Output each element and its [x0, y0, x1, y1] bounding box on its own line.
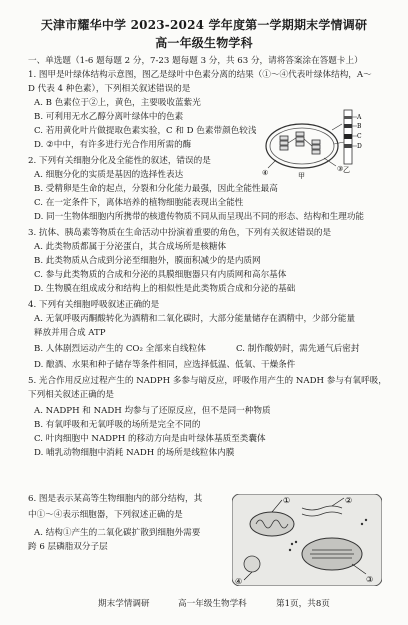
pigment-band-d [344, 144, 352, 148]
footer-page-number: 第1页，共8页 [276, 599, 330, 609]
q4-option-d: D. 酿酒、水果和种子储存等条件相同，应选择低温、低氧、干燥条件 [34, 360, 296, 370]
vesicle [244, 556, 260, 572]
micrograph-frame [232, 494, 382, 586]
question-2-stem: 2. 下列有关细胞分化及全能性的叙述，错误的是 [28, 156, 211, 166]
q3-option-b: B. 此类物质从合成到分泌至细胞外，膜面积减少的是内质网 [34, 256, 261, 266]
section-heading: 一、单选题（1-6 题每题 2 分，7-23 题每题 3 分，共 63 分，请将答案涂在答题卡上） [28, 56, 363, 66]
cell-structure-micrograph [232, 494, 382, 586]
question-5-stem-cont: 下列相关叙述正确的是 [28, 390, 114, 400]
q1-option-a: A. B 色素位于②上，黄色，主要吸收蓝紫光 [34, 98, 201, 108]
grana-stacks [280, 132, 320, 154]
question-5-stem: 5. 光合作用反应过程产生的 NADPH 多参与暗反应，呼吸作用产生的 NADH 参与有氧呼吸， [28, 376, 387, 386]
question-4-stem: 4. 下列有关细胞呼吸叙述正确的是 [28, 300, 160, 310]
q2-option-d: D. 同一生物体细胞内所携带的核遗传物质不同从而呈现出不同的形态、结构和生理功能 [34, 212, 365, 222]
question-1-stem-cont: D 代表 4 种色素），下列相关叙述错误的是 [28, 84, 191, 94]
fig2-caption: 乙 [343, 166, 350, 174]
q3-option-d: D. 生物膜在组成成分和结构上的相似性是此类物质合成和分泌的基础 [34, 284, 296, 294]
q1-option-b: B. 可利用无水乙醇分离叶绿体中的色素 [34, 112, 184, 122]
footer-exam-name: 期末学情调研 [98, 599, 150, 609]
page-title: 天津市耀华中学 2023-2024 学年度第一学期期末学情调研 [40, 18, 368, 32]
q5-option-a: A. NADPH 和 NADH 均参与了还原反应，但不是同一种物质 [34, 406, 271, 416]
q2-option-b: B. 受精卵是生命的起点，分裂和分化能力最强，因此全能性最高 [34, 184, 278, 194]
q5-option-c: C. 叶肉细胞中 NADPH 的移动方向是由叶绿体基质至类囊体 [34, 434, 266, 444]
pigment-band-b [344, 124, 352, 128]
question-1-stem: 1. 图甲是叶绿体结构示意图，图乙是绿叶中色素分离的结果（①～④代表叶绿体结构，A～ [28, 70, 372, 80]
q1-option-c: C. 若用黄化叶片做提取色素实验，C 和 D 色素带颜色较浅 [34, 126, 257, 136]
q5-option-d: D. 哺乳动物细胞中消耗 NADH 的场所是线粒体内膜 [34, 448, 235, 458]
fig1-label-3: ③ [337, 165, 344, 173]
fig3-label-1: ① [283, 496, 291, 505]
q5-option-b: B. 有氧呼吸和无氧呼吸的场所是完全不同的 [34, 420, 201, 430]
footer-subject: 高一年级生物学科 [178, 599, 247, 609]
q6-option-a: A. 结构①产生的二氧化碳扩散到细胞外需要 [34, 528, 201, 538]
fig3-label-3: ③ [366, 575, 374, 584]
fig2-label-c: C [357, 133, 362, 140]
question-3-stem: 3. 抗体、胰岛素等物质在生命活动中扮演着重要的角色，下列有关叙述错误的是 [28, 228, 332, 238]
pigment-band-a [344, 116, 352, 119]
q4-option-a: A. 无氧呼吸丙酮酸转化为酒精和二氧化碳时，大部分能量储存在酒精中，少部分能量 [34, 314, 356, 324]
q1-option-d: D. ②中中，有许多进行光合作用所需的酶 [34, 140, 192, 150]
page-subtitle: 高一年级生物学科 [155, 36, 253, 50]
fig2-label-d: D [357, 143, 362, 150]
fig3-label-4: ④ [235, 577, 243, 586]
fig1-caption: 甲 [298, 172, 305, 180]
pigment-separation-strip [332, 108, 362, 174]
q3-option-a: A. 此类物质都属于分泌蛋白，其合成场所是核糖体 [34, 242, 227, 252]
fig3-label-2: ② [345, 496, 353, 505]
question-6-stem: 6. 图是表示某高等生物细胞内的部分结构，其 [28, 494, 203, 504]
q6-option-a-cont: 跨 6 层磷脂双分子层 [28, 542, 108, 552]
q4-option-a-cont: 释放并用合成 ATP [34, 328, 106, 338]
q4-option-c: C. 制作酸奶时，需先通气后密封 [236, 344, 360, 354]
fig2-label-a: A [357, 114, 362, 121]
fig1-label-4: ④ [262, 169, 269, 177]
q3-option-c: C. 参与此类物质的合成和分泌的具膜细胞器只有内质网和高尔基体 [34, 270, 287, 280]
q4-option-b: B. 人体剧烈运动产生的 CO₂ 全部来自线粒体 [34, 344, 206, 354]
pigment-band-c [344, 134, 352, 139]
q2-option-a: A. 细胞分化的实质是基因的选择性表达 [34, 170, 184, 180]
fig2-label-b: B [357, 123, 362, 130]
q2-option-c: C. 在一定条件下，离体培养的植物细胞能表现出全能性 [34, 198, 244, 208]
question-6-stem-cont: 中①～④表示细胞器，下列叙述正确的是 [28, 510, 183, 520]
